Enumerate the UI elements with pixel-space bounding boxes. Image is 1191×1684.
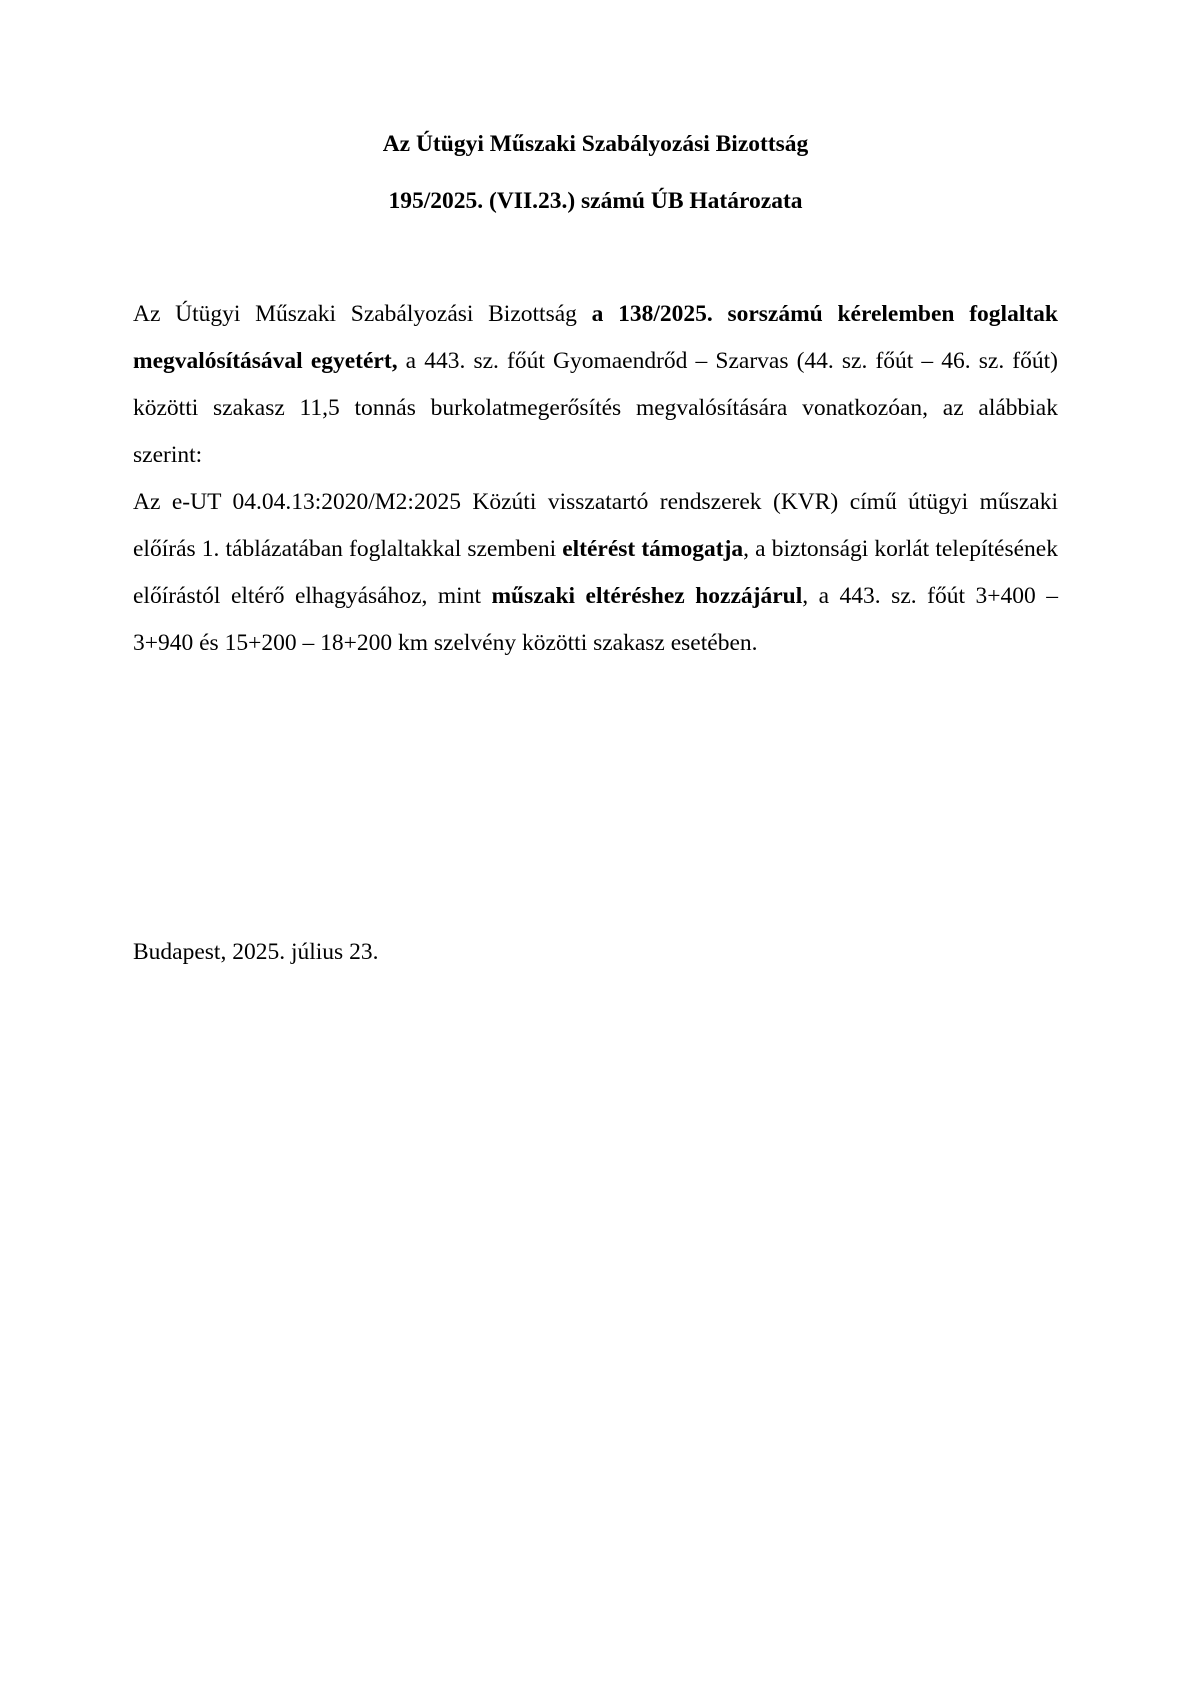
bold-text-run: műszaki eltéréshez hozzájárul [491, 583, 803, 609]
text-run: , a biztonsági korlát telepítésének előírástól eltérő elhagyásához, mint [133, 536, 1058, 609]
text-run: Az Útügyi Műszaki Szabályozási Bizottság [133, 301, 592, 327]
paragraph [133, 291, 1058, 479]
document-content [133, 0, 1058, 976]
document-title [133, 0, 1058, 230]
text-run: , a 443. sz. főút 3+400 – 3+940 és 15+200 – 18+200 km szelvény közötti szakasz esetében. [133, 583, 1058, 656]
text-run: a 443. sz. főút Gyomaendrőd – Szarvas (44. sz. főút – 46. sz. főút) közötti szakasz 11,5 tonnás burkolatmegerősítés megvalósítására vonatkozóan, az alábbiak szerint: [133, 348, 1058, 468]
document-title-line-1: Az Útügyi Műszaki Szabályozási Bizottság [382, 131, 809, 157]
document-title-line-2: 195/2025. (VII.23.) számú ÚB Határozata [388, 188, 803, 214]
bold-text-run: eltérést támogatja [562, 536, 744, 562]
paragraph [133, 479, 1058, 667]
bold-text-run: a 138/2025. sorszámú kérelemben foglaltak megvalósításával egyetért, [133, 301, 1058, 374]
document-body [133, 291, 1058, 667]
text-run: Az e-UT 04.04.13:2020/M2:2025 Közúti visszatartó rendszerek (KVR) című útügyi műszaki előírás 1. táblázatában foglaltakkal szembeni [133, 489, 1058, 562]
date-line: Budapest, 2025. július 23. [133, 939, 379, 965]
